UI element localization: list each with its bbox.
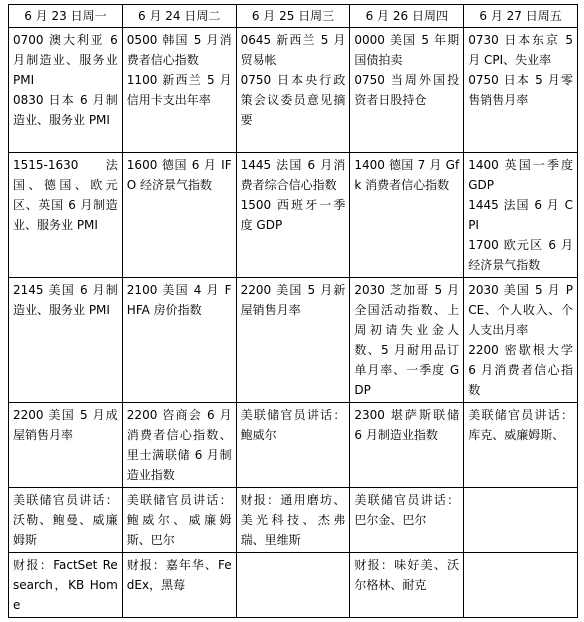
table-row [9,153,578,278]
table-row [9,403,578,488]
table-row [9,28,578,153]
event-text: 1400 英国一季度 GDP [468,158,573,192]
table-cell [350,488,464,553]
event-text: 1445 法国 6 月 CPI [468,198,573,232]
event-text: 1100 新西兰 5 月信用卡支出年率 [126,73,232,107]
event-text: 财报：嘉年华、FedEx，黑莓 [126,558,232,592]
table-cell [350,153,464,278]
event-text: 0645 新西兰 5 月贸易帐 [240,33,346,67]
day-header-tue: 6 月 24 日周二 [122,5,236,28]
table-cell [9,488,123,553]
event-text: 财报：味好美、沃尔格林、耐克 [354,558,460,592]
event-text: 0730 日本东京 5 月 CPI、失业率 [468,33,573,67]
event-text: 2145 美国 6 月制造业、服务业 PMI [13,283,118,317]
table-cell [236,278,350,403]
event-text: 1500 西班牙一季度 GDP [240,198,346,232]
table-cell [350,403,464,488]
table-cell [9,553,123,618]
table-cell [236,28,350,153]
table-cell [122,553,236,618]
table-cell [236,403,350,488]
table-cell [9,28,123,153]
table-cell [122,278,236,403]
table-row [9,488,578,553]
table-row [9,553,578,618]
event-text: 2200 密歇根大学 6 月消费者信心指数 [468,343,573,397]
event-text: 2030 芝加哥 5 月全国活动指数、上周初请失业金人数、5 月耐用品订单月率、一季度 GDP [354,283,460,397]
event-text: 美联储官员讲话：鲍威尔、威廉姆斯、巴尔 [126,493,232,547]
table-cell [464,278,578,403]
event-text: 2100 美国 4 月 FHFA 房价指数 [126,283,232,317]
event-text: 0500 韩国 5 月消费者信心指数 [126,33,232,67]
day-header-fri: 6 月 27 日周五 [464,5,578,28]
table-cell [122,403,236,488]
event-text: 2200 美国 5 月成屋销售月率 [13,408,118,442]
economic-calendar-table [8,4,578,618]
empty-cell [464,553,578,618]
event-text: 2030 美国 5 月 PCE、个人收入、个人支出月率 [468,283,573,337]
table-cell [464,403,578,488]
event-text: 财报：FactSet Research，KB Home [13,558,118,612]
table-cell [236,488,350,553]
event-text: 2200 美国 5 月新屋销售月率 [240,283,346,317]
table-cell [350,28,464,153]
day-header-wed: 6 月 25 日周三 [236,5,350,28]
event-text: 1400 德国 7 月 Gfk 消费者信心指数 [354,158,460,192]
event-text: 美联储官员讲话：鲍威尔 [240,408,346,442]
event-text: 1515-1630 法国、德国、欧元区、英国 6 月制造业、服务业 PMI [13,158,118,232]
event-text: 0750 当周外国投资者日股持仓 [354,73,460,107]
event-text: 0830 日本 6 月制造业、服务业 PMI [13,93,118,127]
table-cell [9,403,123,488]
table-cell [122,153,236,278]
table-cell [464,28,578,153]
event-text: 1445 法国 6 月消费者综合信心指数 [240,158,346,192]
empty-cell [236,553,350,618]
day-header-thu: 6 月 26 日周四 [350,5,464,28]
event-text: 2200 咨商会 6 月消费者信心指数、里士满联储 6 月制造业指数 [126,408,232,482]
event-text: 0750 日本央行政策会议委员意见摘要 [240,73,346,127]
table-cell [122,28,236,153]
event-text: 1700 欧元区 6 月经济景气指数 [468,238,573,272]
table-cell [350,278,464,403]
event-text: 美联储官员讲话：沃勒、鲍曼、威廉姆斯 [13,493,118,547]
event-text: 0700 澳大利亚 6 月制造业、服务业 PMI [13,33,118,87]
event-text: 财报：通用磨坊、美光科技、杰弗瑞、里维斯 [240,493,346,547]
event-text: 美联储官员讲话：库克、威廉姆斯、 [468,408,573,442]
table-cell [122,488,236,553]
event-text: 2300 堪萨斯联储 6 月制造业指数 [354,408,460,442]
day-header-mon: 6 月 23 日周一 [9,5,123,28]
empty-cell [464,488,578,553]
header-row [9,5,578,28]
table-cell [464,153,578,278]
table-cell [9,153,123,278]
table-cell [9,278,123,403]
event-text: 1600 德国 6 月 IFO 经济景气指数 [126,158,232,192]
table-cell [236,153,350,278]
table-cell [350,553,464,618]
event-text: 美联储官员讲话：巴尔金、巴尔 [354,493,460,527]
event-text: 0750 日本 5 月零售销售月率 [468,73,573,107]
table-row [9,278,578,403]
event-text: 0000 美国 5 年期国债拍卖 [354,33,460,67]
